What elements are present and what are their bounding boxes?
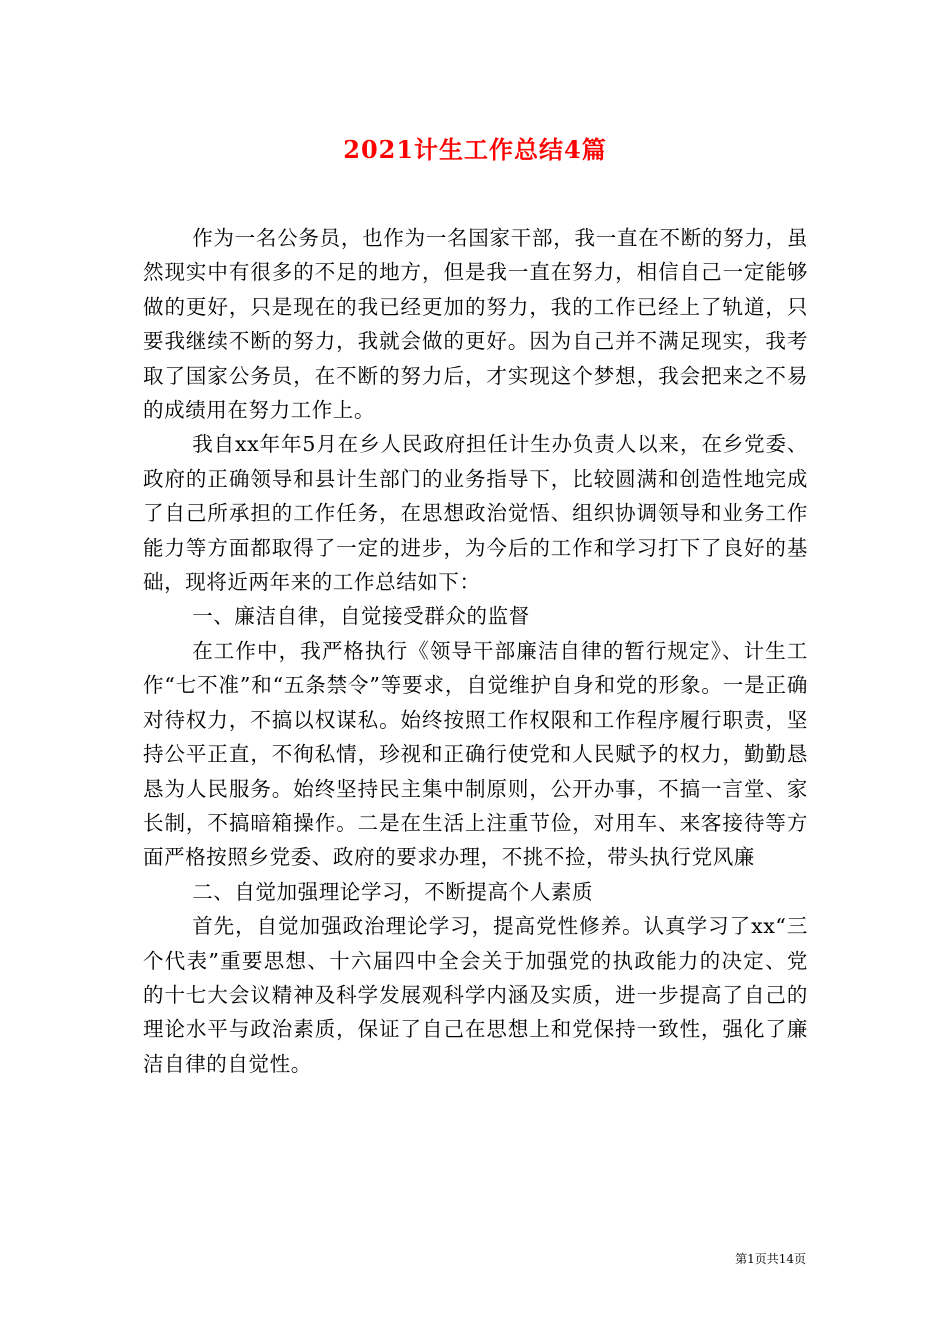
paragraph-section-1: 在工作中，我严格执行《领导干部廉洁自律的暂行规定》、计生工作“七不准”和“五条禁令”等要求，自觉维护自身和党的形象。一是正确对待权力，不搞以权谋私。始终按照工作权限和工作程序履行职责，坚持公平正直，不徇私情，珍视和正确行使党和人民赋予的权力，勤勤恳恳为人民服务。始终坚持民主集中制原则，公开办事，不搞一言堂、家长制，不搞暗箱操作。二是在生活上注重节俭，对用车、来客接待等方面严格按照乡党委、政府的要求办理，不挑不捡，带头执行党风廉 — [143, 638, 808, 870]
paragraph-section-2: 首先，自觉加强政治理论学习，提高党性修养。认真学习了xx“三个代表”重要思想、十六届四中全会关于加强党的执政能力的决定、党的十七大会议精神及科学发展观科学内涵及实质，进一步提高了自己的理论水平与政治素质，保证了自己在思想上和党保持一致性，强化了廉洁自律的自觉性。 — [143, 914, 808, 1076]
section-heading-2: 二、自觉加强理论学习，不断提高个人素质 — [192, 879, 594, 904]
paragraph-background: 我自xx年年5月在乡人民政府担任计生办负责人以来，在乡党委、政府的正确领导和县计生部门的业务指导下，比较圆满和创造性地完成了自己所承担的工作任务，在思想政治觉悟、组织协调领导和业务工作能力等方面都取得了一定的进步，为今后的工作和学习打下了良好的基础，现将近两年来的工作总结如下： — [143, 432, 808, 595]
section-heading-1: 一、廉洁自律，自觉接受群众的监督 — [192, 604, 530, 629]
page-number-footer: 第1页共14页 — [735, 1252, 806, 1266]
paragraph-intro: 作为一名公务员，也作为一名国家干部，我一直在不断的努力，虽然现实中有很多的不足的地方，但是我一直在努力，相信自己一定能够做的更好，只是现在的我已经更加的努力，我的工作已经上了轨道，只要我继续不断的努力，我就会做的更好。因为自己并不满足现实，我考取了国家公务员，在不断的努力后，才实现这个梦想，我会把来之不易的成绩用在努力工作上。 — [143, 226, 808, 423]
document-body — [143, 221, 808, 1081]
document-title: 2021计生工作总结4篇 — [343, 135, 607, 164]
